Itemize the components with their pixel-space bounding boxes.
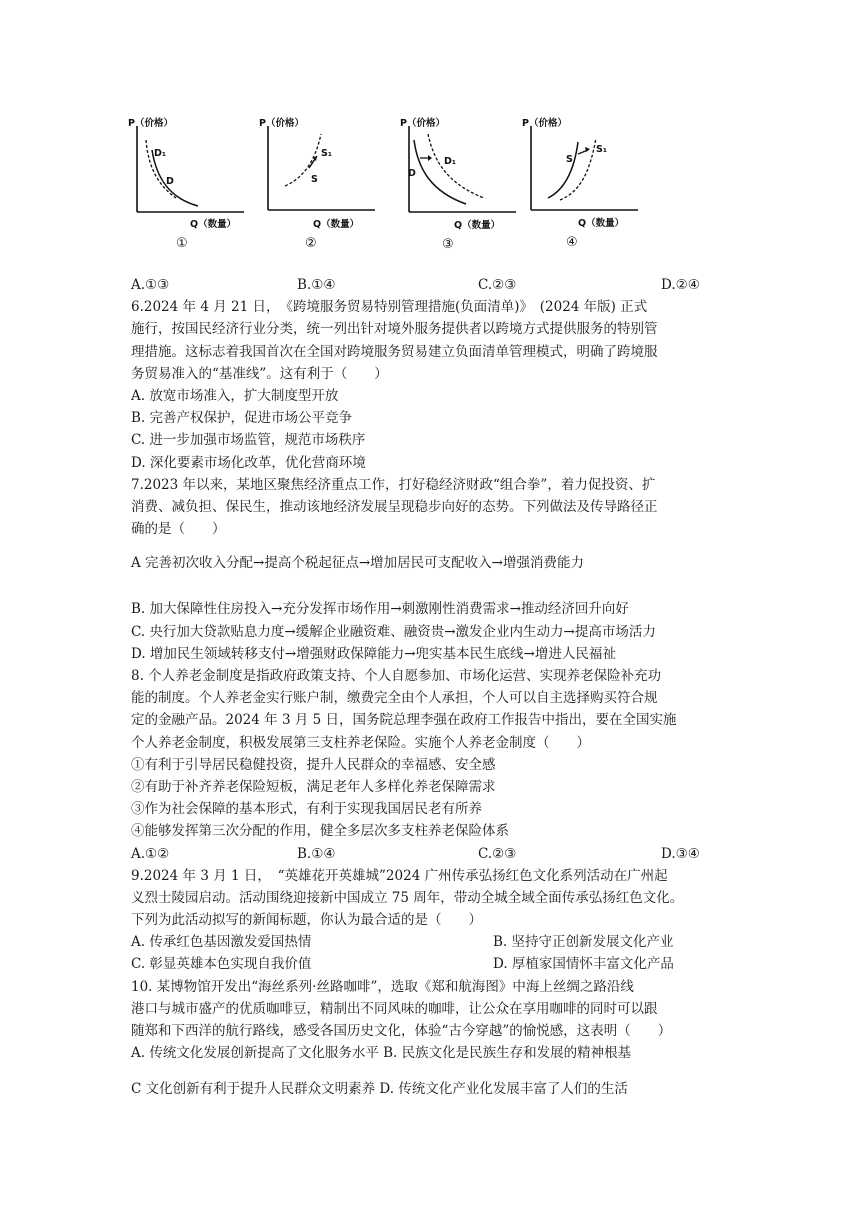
q10-stem-line: 港口与城市盛产的优质咖啡豆，精制出不同风味的咖啡，让公众在享用咖啡的同时可以跟 (131, 1000, 658, 1017)
q8-options (131, 843, 731, 865)
graph-number: ④ (566, 235, 578, 250)
curve-label-s1: S₁ (321, 148, 333, 159)
q8-statement-4: ④能够发挥第三次分配的作用，健全多层次多支柱养老保险体系 (131, 823, 509, 840)
q9-option-c[interactable]: C. 彰显英雄本色实现自我价值 (131, 956, 312, 973)
q7-stem-line: 确的是（ ） (131, 521, 226, 538)
axis-q-label: Q（数量） (454, 220, 501, 231)
graph-number: ① (176, 236, 188, 251)
axis-q-label: Q（数量） (578, 218, 625, 229)
q10-options-ab[interactable]: A. 传统文化发展创新提高了文化服务水平 B. 民族文化是民族生存和发展的精神根基 (131, 1045, 632, 1062)
q8-stem-line: 定的金融产品。2024 年 3 月 5 日，国务院总理李强在政府工作报告中指出，要在全国实施 (131, 712, 677, 729)
q7-option-c[interactable]: C. 央行加大贷款贴息力度→缓解企业融资难、融资贵→激发企业内生动力→提高市场活力 (131, 623, 656, 640)
q9-options-row-1 (131, 931, 731, 953)
q6-stem-line: 务贸易准入的“基准线”。这有利于（ ） (131, 365, 388, 382)
q6-stem-line: 6.2024 年 4 月 21 日， 《跨境服务贸易特别管理措施(负面清单)》 (2024 年版) 正式 (131, 299, 648, 316)
q7-option-d[interactable]: D. 增加民生领域转移支付→增强财政保障能力→兜实基本民生底线→增进人民福祉 (131, 645, 616, 662)
graph-number: ③ (442, 237, 454, 252)
q8-statement-1: ①有利于引导居民稳健投资，提升人民群众的幸福感、安全感 (131, 756, 496, 773)
q7-option-b[interactable]: B. 加大保障性住房投入→充分发挥市场作用→刺激刚性消费需求→推动经济回升向好 (131, 601, 629, 618)
graph-2 (259, 112, 379, 260)
q8-statement-3: ③作为社会保障的基本形式，有利于实现我国居民老有所养 (131, 801, 482, 818)
q6-option-d[interactable]: D. 深化要素市场化改革，优化营商环境 (131, 454, 366, 471)
q9-stem-line: 9.2024 年 3 月 1 日， “英雄花开英雄城”2024 广州传承弘扬红色文化系列活动在广州起 (131, 867, 668, 884)
q8-stem-line: 个人养老金制度，积极发展第三支柱养老保险。实施个人养老金制度（ ） (131, 734, 590, 751)
axis-p-label: P（价格） (522, 118, 567, 129)
q9-option-b[interactable]: B. 坚持守正创新发展文化产业 (493, 934, 674, 951)
q8-statement-2: ②有助于补齐养老保险短板，满足老年人多样化养老保障需求 (131, 778, 496, 795)
axis-p-label: P（价格） (259, 118, 304, 129)
q7-stem-line: 7.2023 年以来，某地区聚焦经济重点工作，打好稳经济财政“组合拳”，着力促投资、扩 (131, 476, 656, 493)
q5-options (131, 274, 731, 296)
q6-option-b[interactable]: B. 完善产权保护，促进市场公平竞争 (131, 410, 353, 427)
q5-option-c[interactable]: C.②③ (478, 277, 517, 293)
q5-option-d[interactable]: D.②④ (661, 277, 700, 293)
q8-option-c[interactable]: C.②③ (478, 845, 517, 862)
axis-p-label: P（价格） (128, 118, 173, 129)
q8-option-d[interactable]: D.③④ (661, 845, 700, 862)
q9-option-d[interactable]: D. 厚植家国情怀丰富文化产品 (493, 956, 674, 973)
graph-1 (128, 112, 248, 260)
graph-number: ② (305, 236, 317, 251)
graph-4 (522, 112, 642, 260)
axis-q-label: Q（数量） (313, 219, 360, 230)
curve-label-s: S (311, 174, 318, 185)
curve-label-d1: D₁ (154, 148, 167, 159)
q9-stem-line: 下列为此活动拟写的新闻标题，你认为最合适的是（ ） (131, 912, 482, 929)
q8-option-b[interactable]: B.①④ (297, 845, 336, 862)
q6-stem-line: 理措施。这标志着我国首次在全国对跨境服务贸易建立负面清单管理模式，明确了跨境服 (131, 343, 658, 360)
q9-option-a[interactable]: A. 传承红色基因激发爱国热情 (131, 934, 312, 951)
curve-label-d: D (166, 176, 174, 187)
q6-option-a[interactable]: A. 放宽市场准入，扩大制度型开放 (131, 387, 339, 404)
q6-option-c[interactable]: C. 进一步加强市场监管，规范市场秩序 (131, 432, 366, 449)
curve-label-s1: S₁ (596, 144, 608, 155)
q5-option-a[interactable]: A.①③ (131, 277, 170, 293)
q7-option-a[interactable]: A 完善初次收入分配→提高个税起征点→增加居民可支配收入→增强消费能力 (131, 555, 584, 572)
q10-stem-line: 随郑和下西洋的航行路线，感受各国历史文化，体验“古今穿越”的愉悦感，这表明（ ） (131, 1023, 672, 1039)
q10-stem-line: 10. 某博物馆开发出“海丝系列·丝路咖啡”，选取《郑和航海图》中海上丝绸之路沿线 (131, 978, 634, 995)
q8-option-a[interactable]: A.①② (131, 845, 170, 862)
q8-stem-line: 能的制度。个人养老金实行账户制，缴费完全由个人承担，个人可以自主选择购买符合规 (131, 690, 658, 707)
q9-options-row-2 (131, 953, 731, 975)
curve-label-s: S (566, 154, 573, 165)
question-content (131, 274, 731, 1101)
axis-p-label: P（价格） (400, 118, 445, 129)
q8-stem-line: 8. 个人养老金制度是指政府政策支持、个人自愿参加、市场化运营、实现养老保险补充功 (131, 668, 662, 684)
q7-stem-line: 消费、减负担、保民生，推动该地经济发展呈现稳步向好的态势。下列做法及传导路径正 (131, 498, 658, 515)
q6-stem-line: 施行，按国民经济行业分类，统一列出针对境外服务提供者以跨境方式提供服务的特别管 (131, 321, 658, 338)
curve-label-d: D (408, 168, 416, 179)
q9-stem-line: 义烈士陵园启动。活动围绕迎接新中国成立 75 周年，带动全城全域全面传承弘扬红色文化。 (131, 889, 684, 906)
supply-demand-graphs (128, 112, 648, 260)
graph-3 (400, 112, 520, 260)
q10-options-cd[interactable]: C 文化创新有利于提升人民群众文明素养 D. 传统文化产业化发展丰富了人们的生活 (131, 1081, 628, 1098)
q5-option-b[interactable]: B.①④ (297, 277, 336, 293)
curve-label-d1: D₁ (444, 156, 457, 167)
axis-q-label: Q（数量） (190, 219, 237, 230)
